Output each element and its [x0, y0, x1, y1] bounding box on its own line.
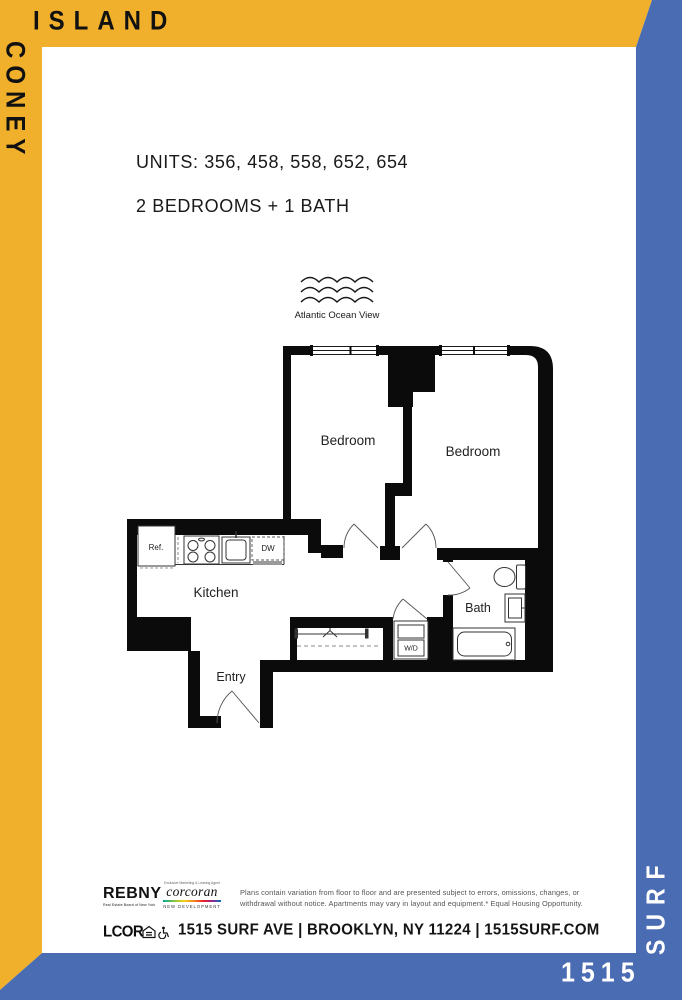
footer-icons [142, 925, 170, 939]
disclaimer-line-2: withdrawal without notice. Apartments may vary in layout and equipment.* Equal Housing Opportunity. [240, 898, 583, 908]
toilet-icon [494, 565, 526, 589]
ocean-view-label: Atlantic Ocean View [294, 310, 380, 321]
frame-word-surf: SURF [641, 856, 671, 955]
disclaimer-line-1: Plans contain variation from floor to floor and are presented subject to errors, omissions, changes, or [240, 888, 580, 897]
room-label-bedroom-2: Bedroom [445, 444, 501, 459]
corcoran-new-development: NEW DEVELOPMENT [163, 904, 221, 909]
room-label-bath: Bath [465, 601, 491, 615]
address-line: 1515 SURF AVE | BROOKLYN, NY 11224 | 1515SURF.COM [178, 921, 600, 939]
washer-dryer-icon [394, 621, 428, 659]
rebny-tagline: Real Estate Board of New York [103, 903, 156, 907]
bath-sink-icon [505, 594, 525, 622]
disclaimer-text [240, 888, 592, 909]
bed-bath-config: 2 BEDROOMS + 1 BATH [136, 196, 350, 216]
window-bedroom-2 [439, 345, 510, 356]
corcoran-agent-line: Exclusive Marketing & Leasing Agent [164, 881, 220, 885]
corcoran-rainbow-bar [163, 900, 221, 902]
stove-icon [184, 536, 219, 564]
frame-word-coney: CONEY [0, 41, 30, 162]
closet-rod-shelf [295, 628, 380, 646]
accessibility-icon [159, 927, 169, 939]
room-label-kitchen: Kitchen [193, 585, 239, 600]
window-bedroom-1 [310, 345, 379, 356]
frame-word-island: ISLAND [33, 6, 177, 37]
corcoran-logo [160, 881, 224, 909]
label-wd: W/D [404, 645, 418, 653]
ocean-waves-icon [301, 278, 373, 303]
bathtub-icon [453, 628, 515, 660]
kitchen-sink-icon [222, 531, 250, 563]
wd-door [393, 599, 427, 619]
corcoran-logo-text: corcoran [166, 884, 218, 899]
label-ref: Ref. [148, 543, 164, 552]
rebny-logo [103, 885, 162, 907]
lcor-logo: LCOR [103, 923, 144, 941]
rebny-logo-text: REBNY [103, 885, 162, 902]
frame-word-1515: 1515 [561, 957, 641, 989]
room-label-entry: Entry [216, 670, 246, 684]
units-list: UNITS: 356, 458, 558, 652, 654 [136, 152, 409, 172]
room-label-bedroom-1: Bedroom [320, 433, 376, 448]
equal-housing-icon [143, 927, 155, 938]
label-dw: DW [261, 544, 275, 553]
